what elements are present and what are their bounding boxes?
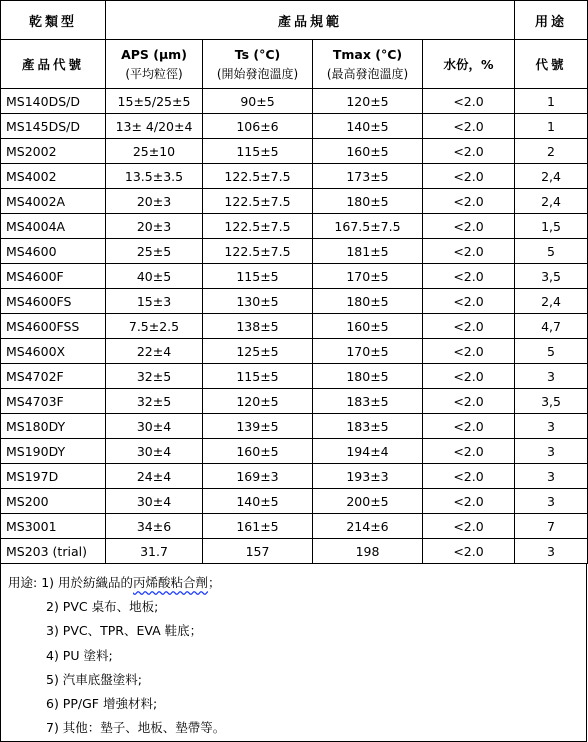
- ts-cell: 130±5: [203, 289, 313, 314]
- table-row: [1, 114, 588, 139]
- aps-cell: 25±10: [106, 139, 203, 164]
- ts-header-main: Ts (°C): [234, 46, 281, 62]
- aps-cell: 32±5: [106, 364, 203, 389]
- usage-cell: 3: [515, 464, 588, 489]
- usage-cell: 3,5: [515, 389, 588, 414]
- ts-cell: 106±6: [203, 114, 313, 139]
- tmax-cell: 181±5: [313, 239, 423, 264]
- model-cell: MS190DY: [1, 439, 106, 464]
- table-row: [1, 264, 588, 289]
- moisture-cell: <2.0: [423, 289, 515, 314]
- ts-header-sub: (開始發泡溫度): [216, 66, 299, 81]
- ts-cell: 122.5±7.5: [203, 164, 313, 189]
- moisture-cell: <2.0: [423, 264, 515, 289]
- category-header: 乾類型: [1, 1, 106, 40]
- ts-cell: 115±5: [203, 139, 313, 164]
- usage-cell: 3: [515, 539, 588, 564]
- notes-label: 用途:: [8, 575, 38, 590]
- ts-cell: 169±3: [203, 464, 313, 489]
- model-cell: MS3001: [1, 514, 106, 539]
- usage-cell: 4,7: [515, 314, 588, 339]
- tmax-cell: 200±5: [313, 489, 423, 514]
- moisture-cell: <2.0: [423, 239, 515, 264]
- model-header: 產品代號: [1, 40, 106, 89]
- moisture-cell: <2.0: [423, 364, 515, 389]
- ts-header: [203, 40, 313, 89]
- note-4: 4) PU 塗料;: [46, 648, 113, 663]
- table-row: [1, 489, 588, 514]
- note-1-underlined: 丙烯酸粘合劑: [133, 575, 209, 590]
- usage-cell: 7: [515, 514, 588, 539]
- model-cell: MS200: [1, 489, 106, 514]
- aps-cell: 22±4: [106, 339, 203, 364]
- table-row: [1, 514, 588, 539]
- moisture-cell: <2.0: [423, 89, 515, 114]
- aps-cell: 13± 4/20±4: [106, 114, 203, 139]
- table-body: [1, 89, 588, 564]
- table-row: [1, 189, 588, 214]
- usage-cell: 3: [515, 414, 588, 439]
- model-cell: MS2002: [1, 139, 106, 164]
- header-row-2: [1, 40, 588, 89]
- moisture-cell: <2.0: [423, 139, 515, 164]
- model-cell: MS203 (trial): [1, 539, 106, 564]
- aps-cell: 15±5/25±5: [106, 89, 203, 114]
- moisture-cell: <2.0: [423, 464, 515, 489]
- ts-cell: 138±5: [203, 314, 313, 339]
- note-5: 5) 汽車底盤塗料;: [46, 672, 143, 687]
- note-2: 2) PVC 桌布、地板;: [46, 599, 159, 614]
- model-cell: MS180DY: [1, 414, 106, 439]
- moisture-cell: <2.0: [423, 389, 515, 414]
- usage-cell: 2,4: [515, 289, 588, 314]
- model-cell: MS197D: [1, 464, 106, 489]
- usage-code-header: 代號: [515, 40, 588, 89]
- tmax-header: [313, 40, 423, 89]
- ts-cell: 160±5: [203, 439, 313, 464]
- tmax-cell: 170±5: [313, 339, 423, 364]
- model-cell: MS4600FS: [1, 289, 106, 314]
- usage-cell: 1,5: [515, 214, 588, 239]
- table-row: [1, 164, 588, 189]
- model-cell: MS4002: [1, 164, 106, 189]
- aps-cell: 24±4: [106, 464, 203, 489]
- aps-cell: 40±5: [106, 264, 203, 289]
- tmax-cell: 193±3: [313, 464, 423, 489]
- table-row: [1, 464, 588, 489]
- table-row: [1, 89, 588, 114]
- moisture-cell: <2.0: [423, 339, 515, 364]
- table-row: [1, 364, 588, 389]
- tmax-cell: 180±5: [313, 364, 423, 389]
- model-cell: MS4002A: [1, 189, 106, 214]
- usage-cell: 2,4: [515, 164, 588, 189]
- tmax-cell: 160±5: [313, 139, 423, 164]
- moisture-cell: <2.0: [423, 164, 515, 189]
- tmax-cell: 173±5: [313, 164, 423, 189]
- model-cell: MS145DS/D: [1, 114, 106, 139]
- tmax-cell: 160±5: [313, 314, 423, 339]
- aps-cell: 13.5±3.5: [106, 164, 203, 189]
- usage-cell: 5: [515, 339, 588, 364]
- aps-cell: 20±3: [106, 189, 203, 214]
- moisture-cell: <2.0: [423, 214, 515, 239]
- table-row: [1, 439, 588, 464]
- ts-cell: 161±5: [203, 514, 313, 539]
- usage-cell: 5: [515, 239, 588, 264]
- note-1-suffix: ；: [208, 575, 221, 590]
- aps-cell: 15±3: [106, 289, 203, 314]
- aps-cell: 25±5: [106, 239, 203, 264]
- tmax-cell: 214±6: [313, 514, 423, 539]
- moisture-cell: <2.0: [423, 439, 515, 464]
- moisture-cell: <2.0: [423, 414, 515, 439]
- tmax-header-main: Tmax (°C): [332, 46, 403, 62]
- tmax-cell: 183±5: [313, 414, 423, 439]
- model-cell: MS4600X: [1, 339, 106, 364]
- table-row: [1, 389, 588, 414]
- aps-cell: 30±4: [106, 489, 203, 514]
- ts-cell: 157: [203, 539, 313, 564]
- usage-cell: 3,5: [515, 264, 588, 289]
- model-cell: MS4703F: [1, 389, 106, 414]
- ts-cell: 122.5±7.5: [203, 239, 313, 264]
- model-cell: MS4600: [1, 239, 106, 264]
- moisture-header: 水份，%: [423, 40, 515, 89]
- usage-cell: 2: [515, 139, 588, 164]
- spec-group-header: 產品規範: [106, 1, 515, 40]
- model-cell: MS4600F: [1, 264, 106, 289]
- aps-header-sub: (平均粒徑): [125, 66, 183, 81]
- aps-header: [106, 40, 203, 89]
- aps-cell: 7.5±2.5: [106, 314, 203, 339]
- ts-cell: 125±5: [203, 339, 313, 364]
- usage-cell: 1: [515, 89, 588, 114]
- header-row-1: [1, 1, 588, 40]
- moisture-cell: <2.0: [423, 489, 515, 514]
- tmax-cell: 180±5: [313, 189, 423, 214]
- usage-cell: 3: [515, 364, 588, 389]
- aps-cell: 30±4: [106, 439, 203, 464]
- note-6: 6) PP/GF 增強材料;: [46, 696, 158, 711]
- tmax-cell: 198: [313, 539, 423, 564]
- aps-header-main: APS (μm): [121, 46, 187, 62]
- tmax-cell: 120±5: [313, 89, 423, 114]
- ts-cell: 115±5: [203, 364, 313, 389]
- ts-cell: 120±5: [203, 389, 313, 414]
- aps-cell: 30±4: [106, 414, 203, 439]
- notes-line-1: [8, 573, 221, 591]
- tmax-cell: 170±5: [313, 264, 423, 289]
- usage-cell: 3: [515, 439, 588, 464]
- ts-cell: 122.5±7.5: [203, 189, 313, 214]
- aps-cell: 31.7: [106, 539, 203, 564]
- table-row: [1, 314, 588, 339]
- moisture-cell: <2.0: [423, 114, 515, 139]
- table-row: [1, 539, 588, 564]
- tmax-cell: 194±4: [313, 439, 423, 464]
- table-row: [1, 139, 588, 164]
- usage-cell: 3: [515, 489, 588, 514]
- ts-cell: 90±5: [203, 89, 313, 114]
- tmax-cell: 140±5: [313, 114, 423, 139]
- note-7: 7) 其他：墊子、地板、墊帶等。: [46, 720, 226, 735]
- moisture-cell: <2.0: [423, 314, 515, 339]
- model-cell: MS4004A: [1, 214, 106, 239]
- model-cell: MS140DS/D: [1, 89, 106, 114]
- tmax-cell: 183±5: [313, 389, 423, 414]
- tmax-cell: 167.5±7.5: [313, 214, 423, 239]
- aps-cell: 20±3: [106, 214, 203, 239]
- tmax-header-sub: (最高發泡溫度): [326, 66, 409, 81]
- usage-cell: 1: [515, 114, 588, 139]
- note-3: 3) PVC、TPR、EVA 鞋底；: [46, 623, 203, 638]
- table-row: [1, 214, 588, 239]
- moisture-cell: <2.0: [423, 514, 515, 539]
- ts-cell: 140±5: [203, 489, 313, 514]
- model-cell: MS4600FSS: [1, 314, 106, 339]
- usage-group-header: 用途: [515, 1, 588, 40]
- tmax-cell: 180±5: [313, 289, 423, 314]
- usage-cell: 2,4: [515, 189, 588, 214]
- moisture-cell: <2.0: [423, 539, 515, 564]
- usage-notes: [0, 564, 587, 742]
- ts-cell: 139±5: [203, 414, 313, 439]
- moisture-cell: <2.0: [423, 189, 515, 214]
- model-cell: MS4702F: [1, 364, 106, 389]
- ts-cell: 122.5±7.5: [203, 214, 313, 239]
- table-row: [1, 339, 588, 364]
- table-row: [1, 414, 588, 439]
- aps-cell: 32±5: [106, 389, 203, 414]
- aps-cell: 34±6: [106, 514, 203, 539]
- ts-cell: 115±5: [203, 264, 313, 289]
- table-row: [1, 289, 588, 314]
- note-1-prefix: 1) 用於紡織品的: [41, 575, 134, 590]
- table-row: [1, 239, 588, 264]
